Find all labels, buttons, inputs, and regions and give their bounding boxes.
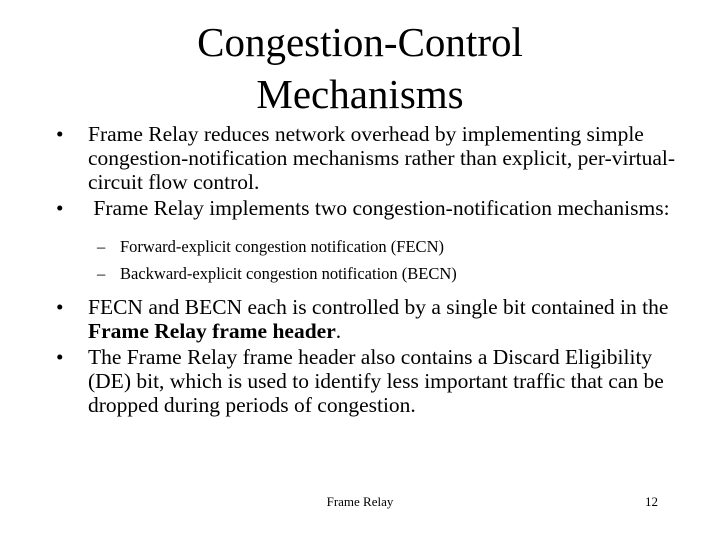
sub-bullet-text: Backward-explicit congestion notification (BECN) (120, 264, 457, 283)
slide-title (0, 16, 720, 120)
sub-bullet-text: Forward-explicit congestion notification (FECN) (120, 237, 444, 256)
bullet-text: Frame Relay reduces network overhead by implementing simple congestion-notification mechanisms rather than explicit, per-virtual-circuit flow control. (88, 122, 676, 194)
bullet-dot-icon: • (56, 345, 64, 369)
bullet-text: The Frame Relay frame header also contains a Discard Eligibility (DE) bit, which is used to identify less important traffic that can be dropped during periods of congestion. (88, 345, 664, 417)
bullet-dot-icon: • (56, 122, 64, 146)
bullet-item (56, 295, 696, 343)
title-line-1: Congestion-Control (197, 19, 523, 65)
bullet-text: Frame Relay implements two congestion-notification mechanisms: (88, 196, 670, 220)
slide-body (56, 122, 696, 419)
bullet-text-pre: FECN and BECN each is controlled by a single bit contained in the (88, 295, 669, 319)
dash-icon: – (97, 264, 106, 283)
sub-bullet-item (56, 236, 696, 258)
bullet-item (56, 196, 696, 220)
bullet-dot-icon: • (56, 295, 64, 319)
bullet-item (56, 345, 696, 417)
title-line-2: Mechanisms (256, 71, 464, 117)
sub-bullet-list (56, 236, 696, 285)
bullet-text-post: . (335, 319, 342, 343)
dash-icon: – (97, 237, 106, 256)
bullet-item (56, 122, 696, 194)
bullet-text-bold: Frame Relay frame header (88, 319, 336, 343)
footer-text: Frame Relay (326, 494, 394, 509)
sub-bullet-item (56, 263, 696, 285)
bullet-dot-icon: • (56, 196, 64, 220)
page-number: 12 (645, 494, 658, 509)
